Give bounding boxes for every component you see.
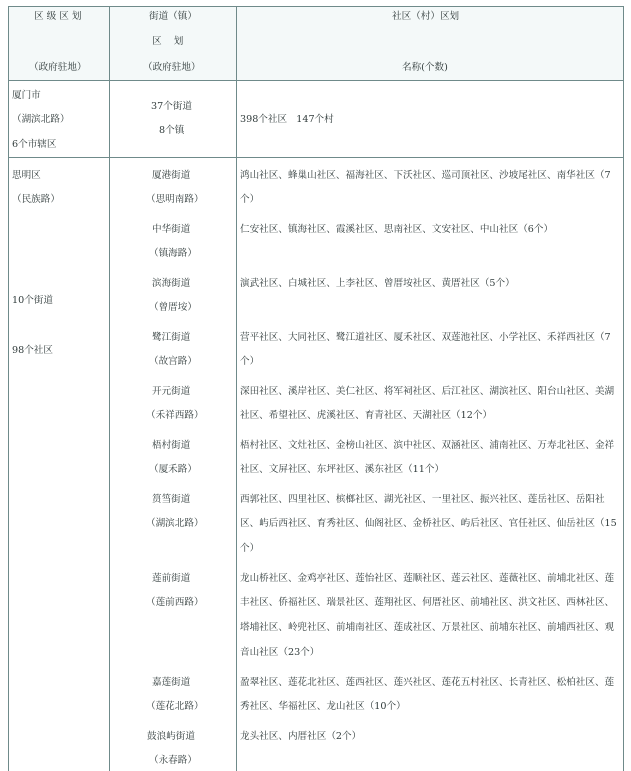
subdistrict-lianqian-name: 莲前街道: [152, 573, 191, 584]
subdistrict-yundang-name: 筼筜街道: [152, 494, 191, 505]
xiamen-city-seat: （湖滨北路）: [12, 114, 70, 125]
siming-community-count: 98个社区: [12, 345, 53, 356]
siming-subdistrict-count: 10个街道: [12, 295, 53, 306]
xiamen-community-count: 398个社区 147个村: [240, 114, 334, 125]
xiamen-town-count: 8个镇: [159, 125, 185, 136]
header-subdistrict-division: 区 划: [152, 36, 184, 47]
subdistrict-kaiyuan-communities-1: 深田社区、溪岸社区、美仁社区、将军祠社区、后江社区、湖滨社区、阳台山社区、美湖: [240, 386, 615, 397]
header-district-seat: （政府驻地）: [29, 62, 87, 73]
header-community-name: 名称(个数): [402, 62, 448, 73]
subdistrict-gulangyu-name: 鼓浪屿街道: [147, 731, 195, 742]
subdistrict-yundang-communities-3: 个）: [240, 543, 260, 554]
subdistrict-jialian-communities-2: 秀社区、华福社区、龙山社区（10个）: [240, 701, 406, 712]
subdistrict-jialian-communities-1: 盈翠社区、莲花北社区、莲西社区、莲兴社区、莲花五村社区、长青社区、松柏社区、莲: [240, 677, 615, 688]
subdistrict-wucun-communities-1: 梧村社区、文灶社区、金榜山社区、滨中社区、双涵社区、浦南社区、万寿北社区、金祥: [240, 440, 615, 451]
xiamen-city-name: 厦门市: [12, 90, 41, 101]
subdistrict-binhai-communities-1: 演武社区、白城社区、上李社区、曾厝垵社区、黄厝社区（5个）: [240, 278, 515, 289]
subdistrict-zhonghua-communities-1: 仁安社区、镇海社区、霞溪社区、思南社区、文安社区、中山社区（6个）: [240, 224, 554, 235]
subdistrict-binhai-seat: （曾厝垵）: [149, 302, 197, 313]
subdistrict-yundang-communities-2: 区、屿后西社区、育秀社区、仙阁社区、金桥社区、屿后社区、官任社区、仙岳社区（15: [240, 518, 617, 529]
column-divider-1: [109, 6, 110, 771]
table-border-top: [8, 6, 624, 7]
subdistrict-lujiang-seat: （故宫路）: [149, 356, 197, 367]
subdistrict-gulangyu-communities-1: 龙头社区、内厝社区（2个）: [240, 731, 362, 742]
header-divider: [8, 80, 624, 81]
subdistrict-wucun-name: 梧村街道: [152, 440, 191, 451]
subdistrict-kaiyuan-communities-2: 社区、希望社区、虎溪社区、育青社区、天湖社区（12个）: [240, 410, 493, 421]
subdistrict-kaiyuan-seat: （禾祥西路）: [146, 410, 204, 421]
subdistrict-lianqian-communities-3: 塔埔社区、岭兜社区、前埔南社区、莲成社区、万景社区、前埔东社区、前埔西社区、观: [240, 622, 615, 633]
subdistrict-xiagang-communities-1: 鸿山社区、蜂巢山社区、福海社区、下沃社区、巡司顶社区、沙坡尾社区、南华社区（7: [240, 170, 611, 181]
subdistrict-lujiang-communities-2: 个）: [240, 356, 260, 367]
xiamen-row-divider: [8, 157, 624, 158]
subdistrict-jialian-seat: （莲花北路）: [146, 701, 204, 712]
subdistrict-zhonghua-seat: （镇海路）: [149, 248, 197, 259]
siming-district-seat: （民族路）: [12, 194, 60, 205]
header-community-title: 社区（村）区划: [392, 11, 460, 22]
subdistrict-lianqian-communities-1: 龙山桥社区、金鸡亭社区、莲怡社区、莲顺社区、莲云社区、莲薇社区、前埔北社区、莲: [240, 573, 615, 584]
xiamen-subdistrict-count: 37个街道: [151, 101, 192, 112]
subdistrict-yundang-seat: （湖滨北路）: [146, 518, 204, 529]
subdistrict-jialian-name: 嘉莲街道: [152, 677, 191, 688]
subdistrict-kaiyuan-name: 开元街道: [152, 386, 191, 397]
subdistrict-wucun-seat: （厦禾路）: [149, 464, 197, 475]
subdistrict-lianqian-seat: （莲前西路）: [146, 597, 204, 608]
header-background: [8, 6, 624, 80]
subdistrict-xiagang-communities-2: 个）: [240, 194, 260, 205]
subdistrict-xiagang-name: 厦港街道: [152, 170, 191, 181]
subdistrict-lianqian-communities-4: 音山社区（23个）: [240, 647, 320, 658]
column-divider-2: [236, 6, 237, 771]
subdistrict-lianqian-communities-2: 丰社区、侨福社区、瑞景社区、莲翔社区、何厝社区、前埔社区、洪文社区、西林社区、: [240, 597, 615, 608]
table-border-left: [8, 6, 9, 771]
header-subdistrict-seat: （政府驻地）: [143, 62, 201, 73]
subdistrict-zhonghua-name: 中华街道: [152, 224, 191, 235]
table-border-right: [623, 6, 624, 771]
header-district-title: 区 级 区 划: [34, 11, 82, 22]
subdistrict-lujiang-name: 鹭江街道: [152, 332, 191, 343]
subdistrict-gulangyu-seat: （永春路）: [149, 755, 197, 766]
siming-district-name: 思明区: [12, 170, 41, 181]
subdistrict-lujiang-communities-1: 营平社区、大同社区、鹭江道社区、厦禾社区、双莲池社区、小学社区、禾祥西社区（7: [240, 332, 611, 343]
xiamen-district-count: 6个市辖区: [12, 139, 57, 150]
subdistrict-binhai-name: 滨海街道: [152, 278, 191, 289]
subdistrict-yundang-communities-1: 西郭社区、四里社区、槟榔社区、湖光社区、一里社区、振兴社区、莲岳社区、岳阳社: [240, 494, 605, 505]
subdistrict-wucun-communities-2: 社区、文屏社区、东坪社区、溪东社区（11个）: [240, 464, 445, 475]
subdistrict-xiagang-seat: （思明南路）: [146, 194, 204, 205]
header-subdistrict-title: 街道（镇）: [149, 11, 197, 22]
